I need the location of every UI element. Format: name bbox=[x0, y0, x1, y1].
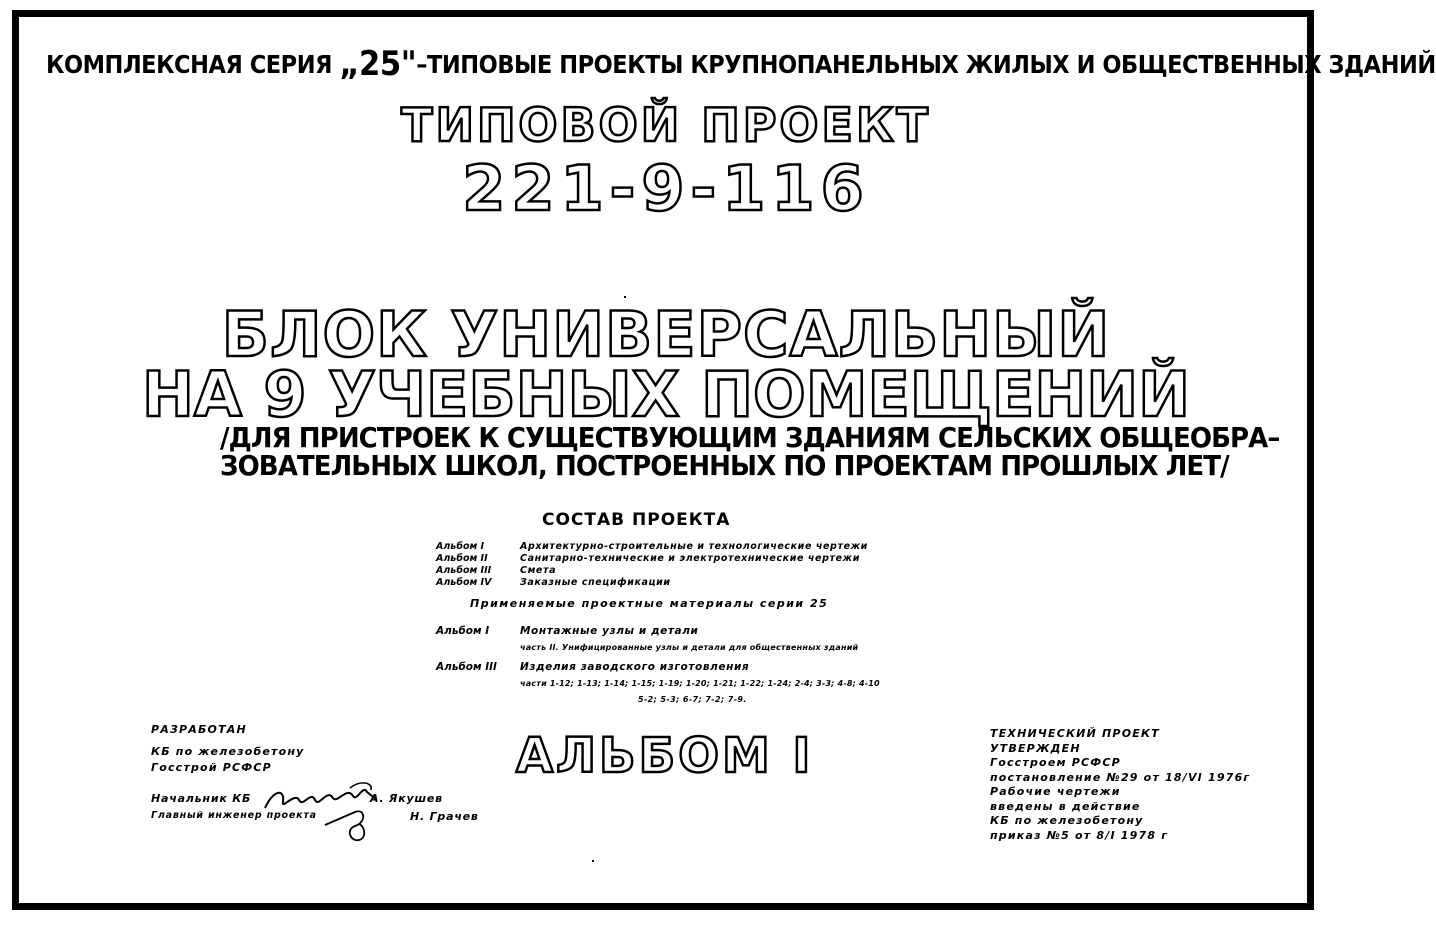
album-1-label: Альбом I bbox=[436, 541, 485, 552]
signatures bbox=[255, 770, 395, 845]
materials-album-3-text: Изделия заводского изготовления bbox=[520, 661, 750, 673]
dot-mark-2 bbox=[592, 860, 594, 862]
album-3-text: Смета bbox=[520, 565, 557, 576]
project-description-line1: /ДЛЯ ПРИСТРОЕК К СУЩЕСТВУЮЩИМ ЗДАНИЯМ СЕЛЬСКИХ ОБЩЕОБРА– bbox=[220, 421, 1280, 454]
series-number: „25" bbox=[339, 44, 417, 84]
composition-heading: СОСТАВ ПРОЕКТА bbox=[542, 510, 731, 530]
developer-line2: КБ по железобетону bbox=[151, 745, 305, 758]
engineer-name: Н. Грачев bbox=[410, 810, 479, 823]
approval-line7: КБ по железобетону bbox=[990, 814, 1144, 827]
album-2-text: Санитарно-технические и электротехнические чертежи bbox=[520, 553, 860, 564]
chief-label: Начальник КБ bbox=[151, 792, 252, 805]
project-type-title: ТИПОВОЙ ПРОЕКТ bbox=[401, 98, 931, 152]
materials-heading: Применяемые проектные материалы серии 25 bbox=[470, 597, 829, 610]
materials-album-3-label: Альбом III bbox=[436, 661, 497, 673]
project-description-line2: ЗОВАТЕЛЬНЫХ ШКОЛ, ПОСТРОЕННЫХ ПО ПРОЕКТАМ ПРОШЛЫХ ЛЕТ/ bbox=[220, 449, 1229, 482]
developer-line3: Госстрой РСФСР bbox=[151, 761, 272, 774]
project-name-line2: НА 9 УЧЕБНЫХ ПОМЕЩЕНИЙ bbox=[141, 358, 1191, 431]
series-header bbox=[46, 44, 1436, 84]
materials-album-1-text: Монтажные узлы и детали bbox=[520, 625, 699, 637]
chief-name: А. Якушев bbox=[370, 792, 443, 805]
album-3-label: Альбом III bbox=[436, 565, 492, 576]
approval-line4: постановление №29 от 18/VI 1976г bbox=[990, 770, 1251, 784]
approval-line1: ТЕХНИЧЕСКИЙ ПРОЕКТ bbox=[990, 727, 1160, 740]
project-name-line1: БЛОК УНИВЕРСАЛЬНЫЙ bbox=[221, 298, 1111, 371]
materials-album-3-sub2: 5-2; 5-3; 6-7; 7-2; 7-9. bbox=[638, 695, 747, 704]
approval-line6: введены в действие bbox=[990, 799, 1141, 813]
album-4-text: Заказные спецификации bbox=[520, 577, 671, 588]
engineer-label: Главный инженер проекта bbox=[151, 810, 317, 821]
album-2-label: Альбом II bbox=[436, 553, 488, 564]
approval-line5: Рабочие чертежи bbox=[990, 785, 1121, 798]
developer-block bbox=[151, 722, 305, 776]
series-prefix: КОМПЛЕКСНАЯ СЕРИЯ bbox=[46, 50, 340, 79]
materials-album-1-label: Альбом I bbox=[436, 625, 490, 637]
album-1-text: Архитектурно-строительные и технологические чертежи bbox=[520, 541, 868, 552]
album-4-label: Альбом IV bbox=[436, 577, 492, 588]
approval-line2: УТВЕРЖДЕН bbox=[990, 741, 1081, 755]
approval-line8: приказ №5 от 8/I 1978 г bbox=[990, 828, 1169, 842]
approval-block bbox=[990, 727, 1250, 843]
project-number: 221-9-116 bbox=[462, 152, 870, 225]
approval-line3: Госстроем РСФСР bbox=[990, 756, 1121, 769]
developer-line1: РАЗРАБОТАН bbox=[151, 723, 247, 736]
materials-album-1-sub: часть II. Унифицированные узлы и детали для общественных зданий bbox=[520, 643, 859, 652]
materials-album-3-sub1: части 1-12; 1-13; 1-14; 1-15; 1-19; 1-20; 1-21; 1-22; 1-24; 2-4; 3-3; 4-8; 4-10 bbox=[520, 679, 880, 688]
series-suffix: –ТИПОВЫЕ ПРОЕКТЫ КРУПНОПАНЕЛЬНЫХ ЖИЛЫХ И ОБЩЕСТВЕННЫХ ЗДАНИЙ bbox=[416, 50, 1436, 79]
album-title: АЛЬБОМ I bbox=[516, 728, 814, 784]
